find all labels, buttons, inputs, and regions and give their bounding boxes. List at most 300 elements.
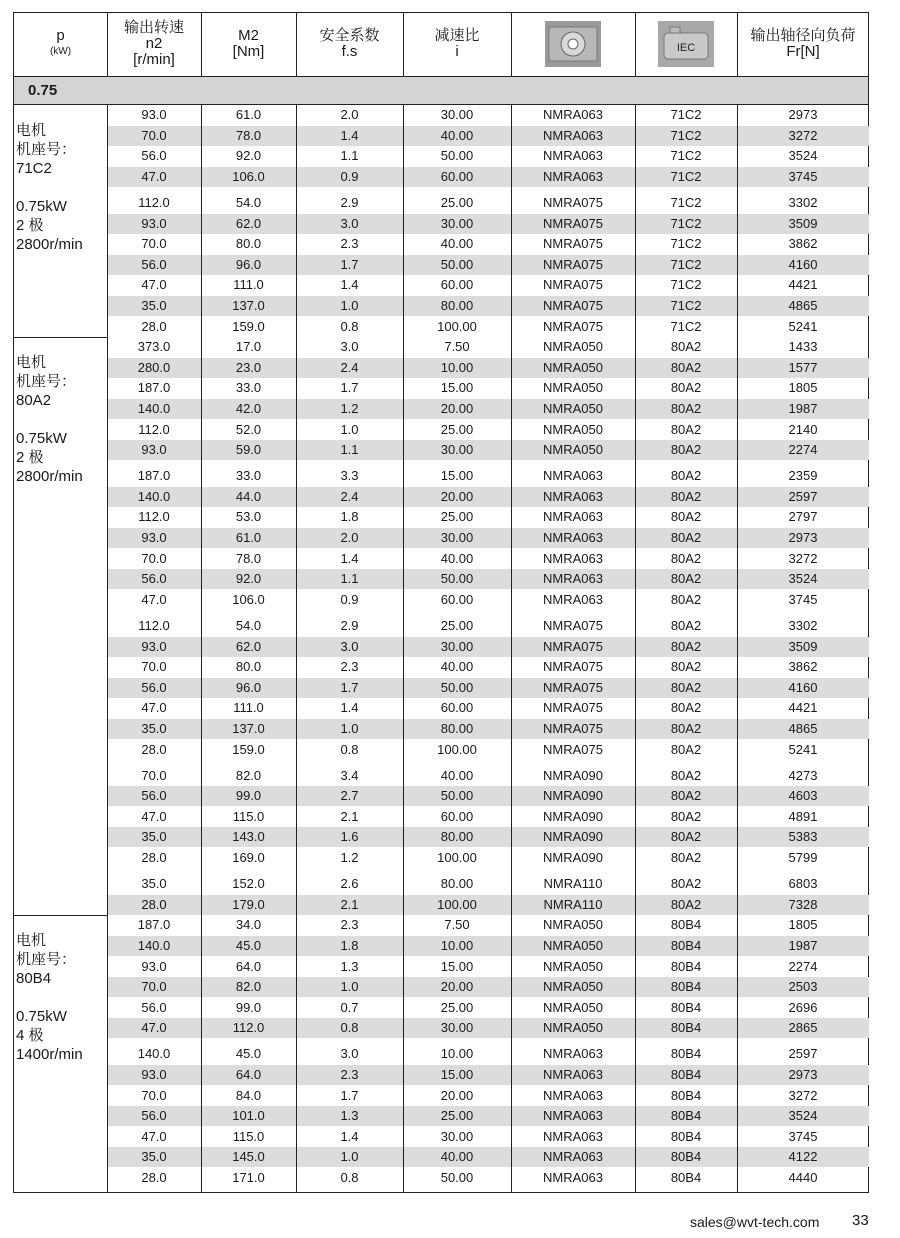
ratio-cell: 25.00 xyxy=(440,999,474,1015)
n2-cell: 47.0 xyxy=(141,700,167,716)
ratio-cell: 40.00 xyxy=(440,550,474,566)
fr-cell: 5383 xyxy=(788,829,818,845)
ratio-cell: 50.00 xyxy=(440,256,474,272)
ratio-cell: 25.00 xyxy=(440,617,474,633)
m2-cell: 45.0 xyxy=(235,937,262,953)
motor-cell: 80A2 xyxy=(670,468,702,484)
motor-cell: 80B4 xyxy=(670,958,702,974)
motor-cell: 80A2 xyxy=(670,741,702,757)
m2-cell: 111.0 xyxy=(233,277,264,293)
power-value: 0.75 xyxy=(28,82,58,99)
col-divider xyxy=(511,13,512,76)
ratio-cell: 40.00 xyxy=(440,767,474,783)
fs-cell: 1.1 xyxy=(340,571,359,587)
ratio-cell: 80.00 xyxy=(440,876,474,892)
motor-cell: 80A2 xyxy=(670,488,702,504)
header-fr-unit: Fr[N] xyxy=(786,43,820,60)
fr-cell: 2274 xyxy=(788,442,818,458)
motor-spec-line: 2800r/min xyxy=(16,236,83,253)
motor-spec-line: 4 极 xyxy=(16,1027,44,1045)
fs-cell: 3.0 xyxy=(340,339,359,355)
group-divider xyxy=(14,915,107,916)
m2-cell: 54.0 xyxy=(235,194,262,210)
motor-spec xyxy=(16,353,83,486)
table-row xyxy=(107,507,869,527)
fr-cell: 5241 xyxy=(788,741,818,757)
gearbox-cell: NMRA075 xyxy=(543,679,603,695)
n2-cell: 70.0 xyxy=(141,659,167,675)
n2-cell: 56.0 xyxy=(141,571,167,587)
m2-cell: 101.0 xyxy=(232,1108,265,1124)
gearbox-cell: NMRA050 xyxy=(543,917,603,933)
m2-cell: 34.0 xyxy=(235,917,262,933)
fs-cell: 1.2 xyxy=(340,850,359,865)
gearbox-cell: NMRA063 xyxy=(543,1067,603,1082)
gearbox-cell: NMRA075 xyxy=(543,194,603,210)
fs-cell: 2.0 xyxy=(340,107,359,122)
ratio-cell: 20.00 xyxy=(440,488,474,504)
fr-cell: 3272 xyxy=(788,127,818,143)
m2-cell: 82.0 xyxy=(235,767,262,783)
m2-cell: 152.0 xyxy=(232,876,265,892)
table-row xyxy=(107,549,869,569)
table-row xyxy=(107,569,869,589)
n2-cell: 28.0 xyxy=(141,318,167,334)
gearbox-cell: NMRA075 xyxy=(543,659,603,675)
motor-cell: 71C2 xyxy=(670,215,702,231)
n2-cell: 28.0 xyxy=(141,1170,167,1185)
ratio-cell: 100.00 xyxy=(437,741,477,757)
fs-cell: 3.0 xyxy=(340,215,359,231)
fr-cell: 2274 xyxy=(788,958,818,974)
fs-cell: 3.4 xyxy=(340,767,359,783)
header-m2-unit: [Nm] xyxy=(232,43,265,60)
table-row xyxy=(107,766,869,786)
header-fs-symbol: f.s xyxy=(341,43,358,60)
m2-cell: 99.0 xyxy=(235,999,262,1015)
motor-cell: 80A2 xyxy=(670,550,702,566)
fs-cell: 2.9 xyxy=(340,194,359,210)
fr-cell: 4891 xyxy=(788,808,818,824)
gearbox-cell: NMRA063 xyxy=(543,550,603,566)
m2-cell: 44.0 xyxy=(235,488,262,504)
gearbox-cell: NMRA075 xyxy=(543,236,603,252)
fs-cell: 1.3 xyxy=(340,1108,359,1124)
ratio-cell: 40.00 xyxy=(440,236,474,252)
n2-cell: 140.0 xyxy=(137,1046,171,1062)
ratio-cell: 60.00 xyxy=(440,700,474,716)
fr-cell: 3862 xyxy=(788,659,818,675)
gearbox-cell: NMRA090 xyxy=(543,850,603,865)
n2-cell: 140.0 xyxy=(137,937,171,953)
motor-cell: 80A2 xyxy=(670,829,702,845)
header-n2-label: 输出转速 xyxy=(123,19,184,36)
n2-cell: 93.0 xyxy=(141,442,167,458)
ratio-cell: 60.00 xyxy=(440,591,474,607)
m2-cell: 61.0 xyxy=(235,107,262,122)
n2-cell: 28.0 xyxy=(141,850,167,865)
motor-spec xyxy=(16,121,83,254)
fr-cell: 6803 xyxy=(788,876,818,892)
motor-cell: 80A2 xyxy=(670,421,702,437)
m2-cell: 159.0 xyxy=(232,741,265,757)
n2-cell: 93.0 xyxy=(141,958,167,974)
table-row xyxy=(107,1086,869,1106)
n2-cell: 112.0 xyxy=(138,509,170,525)
n2-cell: 56.0 xyxy=(141,256,167,272)
fs-cell: 1.4 xyxy=(340,550,359,566)
fr-cell: 5241 xyxy=(788,318,818,334)
fs-cell: 1.8 xyxy=(340,509,359,525)
fs-cell: 1.4 xyxy=(340,700,359,716)
m2-cell: 99.0 xyxy=(235,788,262,804)
col-divider xyxy=(107,105,108,1193)
header-gearbox xyxy=(511,13,635,75)
power-band xyxy=(14,76,868,105)
m2-cell: 159.0 xyxy=(232,318,265,334)
n2-cell: 35.0 xyxy=(141,876,167,892)
fs-cell: 1.7 xyxy=(340,380,359,396)
motor-cell: 80A2 xyxy=(670,788,702,804)
table-row xyxy=(107,616,869,636)
motor-cell: 80A2 xyxy=(670,359,702,375)
table-row xyxy=(107,337,869,357)
motor-spec xyxy=(16,931,83,1064)
gearbox-cell: NMRA063 xyxy=(543,468,603,484)
n2-cell: 70.0 xyxy=(141,236,167,252)
fs-cell: 2.7 xyxy=(340,788,359,804)
table-row xyxy=(107,420,869,440)
table-row xyxy=(107,998,869,1018)
fr-cell: 4440 xyxy=(788,1170,818,1185)
gearbox-cell: NMRA075 xyxy=(543,617,603,633)
header-fr xyxy=(737,13,869,75)
table-row xyxy=(107,936,869,956)
gearbox-cell: NMRA050 xyxy=(543,400,603,416)
motor-cell: 71C2 xyxy=(670,107,702,122)
m2-cell: 96.0 xyxy=(235,679,262,695)
motor-spec-line xyxy=(16,988,83,1007)
ratio-cell: 80.00 xyxy=(440,720,474,736)
header-i-symbol: i xyxy=(455,43,459,60)
m2-cell: 33.0 xyxy=(235,380,262,396)
gearbox-cell: NMRA075 xyxy=(543,277,603,293)
fr-cell: 3302 xyxy=(788,194,818,210)
fs-cell: 2.3 xyxy=(340,917,359,933)
ratio-cell: 80.00 xyxy=(440,297,474,313)
table-row xyxy=(107,1106,869,1126)
header-fs-label: 安全系数 xyxy=(319,27,380,44)
n2-cell: 140.0 xyxy=(137,488,171,504)
fs-cell: 3.0 xyxy=(340,638,359,654)
motor-cell: 80A2 xyxy=(670,808,702,824)
iec-motor-icon xyxy=(658,21,714,67)
motor-spec-line: 0.75kW xyxy=(16,1008,67,1026)
fr-cell: 2865 xyxy=(788,1020,818,1036)
ratio-cell: 25.00 xyxy=(440,194,474,210)
table-row xyxy=(107,740,869,760)
header-motor xyxy=(635,13,737,75)
ratio-cell: 30.00 xyxy=(440,215,474,231)
fr-cell: 4865 xyxy=(788,297,818,313)
col-divider xyxy=(403,13,404,76)
gearbox-cell: NMRA063 xyxy=(543,127,603,143)
fr-cell: 1805 xyxy=(788,380,818,396)
n2-cell: 187.0 xyxy=(137,468,171,484)
table-row xyxy=(107,957,869,977)
col-divider xyxy=(403,105,404,1193)
motor-cell: 80B4 xyxy=(670,1128,702,1144)
fs-cell: 3.3 xyxy=(340,468,359,484)
ratio-cell: 30.00 xyxy=(440,442,474,458)
fr-cell: 2359 xyxy=(788,468,818,484)
fr-cell: 4273 xyxy=(788,767,818,783)
fs-cell: 1.7 xyxy=(340,1087,359,1103)
fs-cell: 0.9 xyxy=(340,591,359,607)
m2-cell: 78.0 xyxy=(235,550,262,566)
fr-cell: 4160 xyxy=(788,256,818,272)
motor-cell: 80A2 xyxy=(670,767,702,783)
ratio-cell: 20.00 xyxy=(440,979,474,995)
header-m2-symbol: M2 xyxy=(238,27,259,44)
header-n2 xyxy=(107,13,201,75)
m2-cell: 84.0 xyxy=(235,1087,262,1103)
table-row xyxy=(107,378,869,398)
header-m2 xyxy=(201,13,296,75)
m2-cell: 80.0 xyxy=(235,236,262,252)
n2-cell: 93.0 xyxy=(141,107,167,122)
gearbox-icon xyxy=(545,21,601,67)
gearbox-cell: NMRA050 xyxy=(543,339,603,355)
fr-cell: 1987 xyxy=(788,937,818,953)
fr-cell: 3745 xyxy=(788,591,818,607)
table-row xyxy=(107,296,869,316)
n2-cell: 35.0 xyxy=(141,1149,167,1165)
n2-cell: 35.0 xyxy=(141,829,167,845)
gearbox-cell: NMRA063 xyxy=(543,1108,603,1124)
table-row xyxy=(107,848,869,868)
fs-cell: 1.0 xyxy=(340,720,359,736)
fr-cell: 3745 xyxy=(788,168,818,184)
n2-cell: 47.0 xyxy=(141,277,167,293)
n2-cell: 56.0 xyxy=(141,788,167,804)
ratio-cell: 15.00 xyxy=(440,468,474,484)
table-row xyxy=(107,719,869,739)
n2-cell: 56.0 xyxy=(141,1108,167,1124)
table-row xyxy=(107,255,869,275)
fr-cell: 3302 xyxy=(788,617,818,633)
motor-spec-line: 2 极 xyxy=(16,217,44,234)
n2-cell: 47.0 xyxy=(141,808,167,824)
fr-cell: 2973 xyxy=(788,530,818,545)
motor-spec-line: 0.75kW xyxy=(16,430,67,448)
motor-cell: 80A2 xyxy=(670,679,702,695)
n2-cell: 56.0 xyxy=(141,148,167,164)
ratio-cell: 7.50 xyxy=(444,917,470,933)
n2-cell: 280.0 xyxy=(137,359,171,375)
ratio-cell: 80.00 xyxy=(440,829,474,845)
gearbox-cell: NMRA090 xyxy=(543,808,603,824)
motor-spec-line: 电机 xyxy=(16,932,47,950)
motor-spec-line xyxy=(16,410,83,429)
fs-cell: 2.3 xyxy=(340,1067,359,1082)
motor-spec-line: 电机 xyxy=(16,354,47,372)
m2-cell: 64.0 xyxy=(235,958,262,974)
motor-cell: 80B4 xyxy=(670,1149,702,1165)
m2-cell: 92.0 xyxy=(235,571,262,587)
fr-cell: 1577 xyxy=(788,359,818,375)
motor-cell: 80A2 xyxy=(670,617,702,633)
fr-cell: 3272 xyxy=(788,550,818,566)
motor-cell: 80B4 xyxy=(670,1020,702,1036)
table-row xyxy=(107,317,869,337)
m2-cell: 62.0 xyxy=(235,215,262,231)
fr-cell: 7328 xyxy=(788,896,818,912)
fs-cell: 2.9 xyxy=(340,617,359,633)
fr-cell: 4865 xyxy=(788,720,818,736)
fr-cell: 2140 xyxy=(788,421,818,437)
motor-cell: 80A2 xyxy=(670,700,702,716)
table-row xyxy=(107,275,869,295)
ratio-cell: 60.00 xyxy=(440,277,474,293)
fs-cell: 2.1 xyxy=(340,808,359,824)
m2-cell: 171.0 xyxy=(232,1170,265,1185)
m2-cell: 137.0 xyxy=(232,720,265,736)
ratio-cell: 15.00 xyxy=(440,380,474,396)
motor-cell: 80B4 xyxy=(670,917,702,933)
fr-cell: 4421 xyxy=(788,700,818,716)
gearbox-cell: NMRA050 xyxy=(543,1020,603,1036)
fs-cell: 0.8 xyxy=(340,1020,359,1036)
motor-cell: 80A2 xyxy=(670,571,702,587)
m2-cell: 106.0 xyxy=(232,591,265,607)
fr-cell: 3745 xyxy=(788,1128,818,1144)
m2-cell: 42.0 xyxy=(235,400,262,416)
motor-spec-line: 机座号： xyxy=(16,951,77,969)
m2-cell: 23.0 xyxy=(235,359,262,375)
fs-cell: 1.6 xyxy=(340,829,359,845)
ratio-cell: 50.00 xyxy=(440,148,474,164)
table-row xyxy=(107,786,869,806)
gearbox-cell: NMRA050 xyxy=(543,421,603,437)
motor-spec-line: 71C2 xyxy=(16,160,52,177)
table-row xyxy=(107,214,869,234)
fs-cell: 0.8 xyxy=(340,741,359,757)
n2-cell: 93.0 xyxy=(141,638,167,654)
fs-cell: 0.8 xyxy=(340,318,359,334)
n2-cell: 112.0 xyxy=(138,194,170,210)
table-row xyxy=(107,874,869,894)
fr-cell: 4421 xyxy=(788,277,818,293)
ratio-cell: 30.00 xyxy=(440,1020,474,1036)
n2-cell: 70.0 xyxy=(141,550,167,566)
m2-cell: 111.0 xyxy=(233,700,264,716)
ratio-cell: 25.00 xyxy=(440,421,474,437)
iec-icon-text: IEC xyxy=(676,42,696,54)
header-p: p xyxy=(56,27,65,44)
gearbox-cell: NMRA063 xyxy=(543,509,603,525)
page-number: 33 xyxy=(852,1212,869,1229)
gearbox-cell: NMRA075 xyxy=(543,215,603,231)
table-row xyxy=(107,1065,869,1085)
col-divider xyxy=(296,105,297,1193)
gearbox-cell: NMRA075 xyxy=(543,741,603,757)
gearbox-cell: NMRA063 xyxy=(543,1087,603,1103)
ratio-cell: 60.00 xyxy=(440,168,474,184)
header-n2-symbol: n2 xyxy=(145,35,163,52)
m2-cell: 169.0 xyxy=(232,850,265,865)
m2-cell: 179.0 xyxy=(232,896,265,912)
n2-cell: 47.0 xyxy=(141,1020,167,1036)
col-divider xyxy=(737,13,738,76)
m2-cell: 62.0 xyxy=(235,638,262,654)
motor-cell: 80A2 xyxy=(670,530,702,545)
gearbox-cell: NMRA050 xyxy=(543,999,603,1015)
motor-cell: 80A2 xyxy=(670,659,702,675)
ratio-cell: 30.00 xyxy=(440,638,474,654)
fs-cell: 1.0 xyxy=(340,1149,359,1165)
n2-cell: 373.0 xyxy=(137,339,171,355)
fs-cell: 1.4 xyxy=(340,127,359,143)
m2-cell: 115.0 xyxy=(232,808,265,824)
gearbox-cell: NMRA050 xyxy=(543,979,603,995)
ratio-cell: 7.50 xyxy=(444,339,470,355)
fr-cell: 2597 xyxy=(788,1046,818,1062)
fs-cell: 1.1 xyxy=(340,442,359,458)
ratio-cell: 100.00 xyxy=(437,896,477,912)
motor-cell: 80B4 xyxy=(670,1170,702,1185)
col-divider xyxy=(635,13,636,76)
motor-cell: 71C2 xyxy=(670,148,702,164)
n2-cell: 28.0 xyxy=(141,896,167,912)
ratio-cell: 50.00 xyxy=(440,788,474,804)
col-divider xyxy=(107,13,108,76)
fr-cell: 2696 xyxy=(788,999,818,1015)
m2-cell: 17.0 xyxy=(235,339,262,355)
gearbox-cell: NMRA075 xyxy=(543,256,603,272)
fs-cell: 0.9 xyxy=(340,168,359,184)
header-ratio xyxy=(403,13,511,75)
ratio-cell: 20.00 xyxy=(440,1087,474,1103)
table-row xyxy=(107,895,869,915)
fr-cell: 5799 xyxy=(788,850,818,865)
motor-spec-line xyxy=(16,178,83,197)
fs-cell: 1.8 xyxy=(340,937,359,953)
table-row xyxy=(107,915,869,935)
motor-cell: 80A2 xyxy=(670,638,702,654)
footer-email[interactable]: sales@wvt-tech.com xyxy=(690,1214,820,1230)
motor-cell: 71C2 xyxy=(670,256,702,272)
motor-cell: 80B4 xyxy=(670,999,702,1015)
gearbox-cell: NMRA063 xyxy=(543,591,603,607)
gearbox-cell: NMRA050 xyxy=(543,359,603,375)
ratio-cell: 15.00 xyxy=(440,1067,474,1082)
header-power xyxy=(14,13,107,75)
gearbox-cell: NMRA050 xyxy=(543,937,603,953)
gearbox-cell: NMRA063 xyxy=(543,571,603,587)
n2-cell: 93.0 xyxy=(141,215,167,231)
motor-cell: 71C2 xyxy=(670,236,702,252)
m2-cell: 33.0 xyxy=(235,468,262,484)
m2-cell: 112.0 xyxy=(232,1020,265,1036)
fs-cell: 1.4 xyxy=(340,277,359,293)
ratio-cell: 100.00 xyxy=(437,318,477,334)
motor-cell: 80B4 xyxy=(670,1046,702,1062)
table-row xyxy=(107,1018,869,1038)
ratio-cell: 15.00 xyxy=(440,958,474,974)
motor-spec-line: 80A2 xyxy=(16,392,52,410)
gearbox-cell: NMRA063 xyxy=(543,148,603,164)
